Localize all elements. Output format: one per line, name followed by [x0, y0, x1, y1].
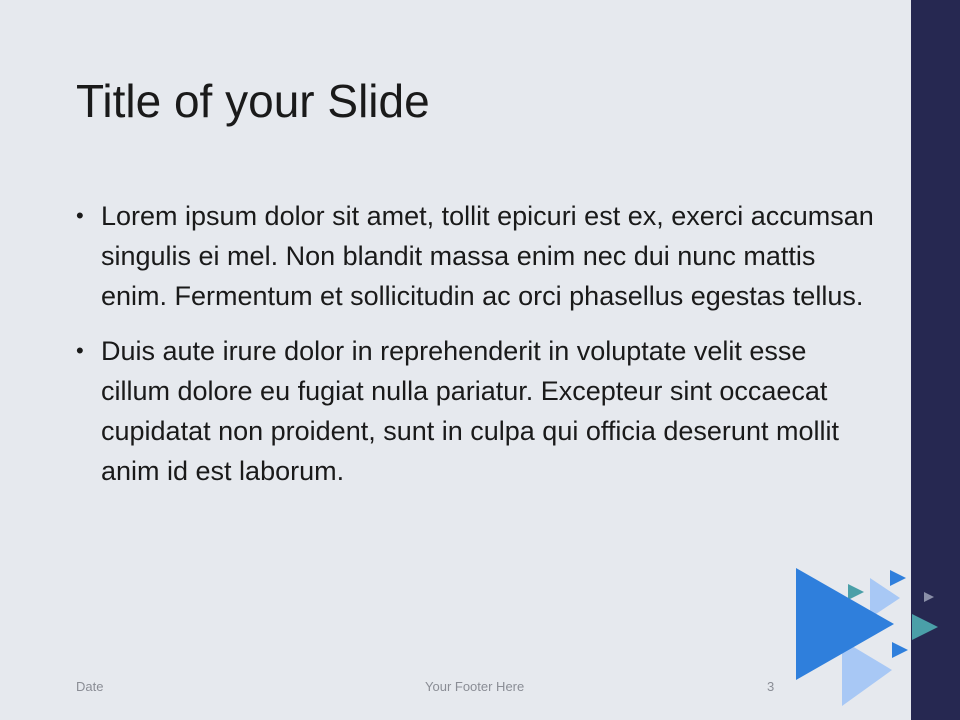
slide-title[interactable]: Title of your Slide	[76, 75, 430, 127]
bullet-item[interactable]	[76, 331, 876, 491]
teal-triangle-icon	[912, 614, 938, 640]
bullet-glyph: •	[76, 203, 84, 228]
bullet-list	[76, 196, 876, 506]
footer-text[interactable]: Your Footer Here	[425, 679, 525, 694]
bullet-text: Lorem ipsum dolor sit amet, tollit epicuri est ex, exerci accumsan singulis ei mel. Non blandit massa enim nec dui nunc mattis enim. Fermentum et sollicitudin ac orci phasellus egestas tellus.	[101, 201, 874, 311]
light-triangle-icon	[870, 578, 900, 618]
teal-triangle-icon	[848, 584, 864, 600]
bullet-item[interactable]	[76, 196, 876, 316]
bullet-glyph: •	[76, 338, 84, 363]
blue-triangle-icon	[890, 570, 906, 586]
footer-date[interactable]: Date	[76, 679, 104, 694]
bullet-text: Duis aute irure dolor in reprehenderit in voluptate velit esse cillum dolore eu fugiat nulla pariatur. Excepteur sint occaecat cupidatat non proident, sunt in culpa qui officia deserunt mollit anim id est laborum.	[101, 336, 839, 486]
footer-page-number[interactable]: 3	[767, 679, 775, 694]
blue-triangle-icon	[892, 642, 908, 658]
grey-triangle-icon	[924, 592, 934, 602]
light-triangle-icon	[842, 640, 892, 706]
play-triangle-cluster-icon	[780, 560, 960, 720]
